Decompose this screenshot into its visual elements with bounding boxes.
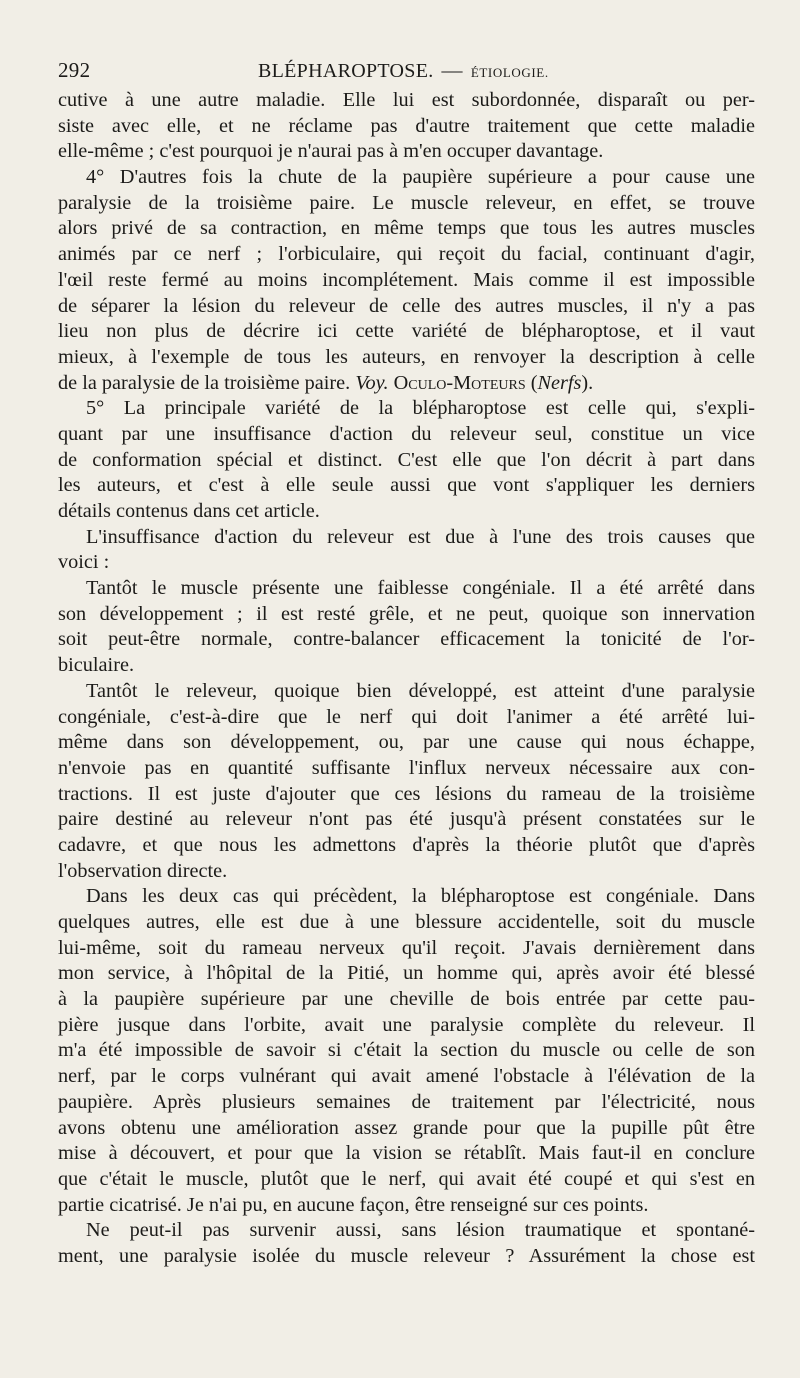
text-line: mon service, à l'hôpital de la Pitié, un homme qui, après avoir été blessé: [58, 962, 755, 985]
paragraph-blessure: [58, 884, 755, 1218]
body-text: [58, 88, 755, 1270]
text-line: mise à découvert, et pour que la vision se rétablît. Mais faut-il en conclure: [58, 1142, 755, 1165]
text-line: 5° La principale variété de la blépharoptose est celle qui, s'expli-: [86, 397, 755, 420]
text-line: cadavre, et que nous les admettons d'après la théorie plutôt que d'après: [58, 833, 755, 856]
text-line: l'observation directe.: [58, 859, 228, 882]
text-line: l'œil reste fermé au moins incomplétement. Mais comme il est impossible: [58, 268, 755, 291]
text-line: n'envoie pas en quantité suffisante l'influx nerveux nécessaire aux con-: [58, 756, 755, 779]
paragraph-spontanee: [58, 1218, 755, 1269]
cross-reference-subject: Nerfs: [537, 371, 582, 394]
text-line: Ne peut-il pas survenir aussi, sans lésion traumatique et spontané-: [86, 1219, 755, 1242]
text-line: paire destiné au releveur n'ont pas été jusqu'à présent constatées sur le: [58, 808, 755, 831]
text-line: paupière. Après plusieurs semaines de traitement par l'électricité, nous: [58, 1090, 755, 1113]
voy-abbreviation: Voy.: [355, 371, 389, 394]
text-line: 4° D'autres fois la chute de la paupière supérieure a pour cause une: [86, 166, 755, 189]
running-section: ÉTIOLOGIE.: [470, 65, 549, 80]
text-line: alors privé de sa contraction, en même temps que tous les autres muscles: [58, 217, 755, 240]
paragraph-paralysie: [58, 679, 755, 885]
text-line: Tantôt le releveur, quoique bien développé, est atteint d'une paralysie: [86, 679, 755, 702]
paragraph-three-causes: [58, 525, 755, 576]
text-line: Dans les deux cas qui précèdent, la blépharoptose est congéniale. Dans: [86, 885, 755, 908]
text-line: m'a été impossible de savoir si c'était la section du muscle ou celle de son: [58, 1039, 755, 1062]
text-line: même dans son développement, ou, par une cause qui nous échappe,: [58, 731, 755, 754]
text-line: quant par une insuffisance d'action du releveur seul, constitue un vice: [58, 422, 755, 445]
paragraph-cause-5: [58, 396, 755, 524]
text-line: nerf, par le corps vulnérant qui avait amené l'obstacle à l'élévation de la: [58, 1065, 755, 1088]
text-line: pière jusque dans l'orbite, avait une paralysie complète du releveur. Il: [58, 1013, 755, 1036]
text-line: quelques autres, elle est due à une blessure accidentelle, soit du muscle: [58, 911, 755, 933]
text-line: animés par ce nerf ; l'orbiculaire, qui reçoit du facial, continuant d'agir,: [58, 243, 755, 266]
text-line: siste avec elle, et ne réclame pas d'autre traitement que cette maladie: [58, 114, 755, 137]
paragraph-continuation: [58, 88, 755, 165]
text-line: elle-même ; c'est pourquoi je n'aurai pas à m'en occuper davantage.: [58, 140, 604, 163]
cross-reference: Oculo-Moteurs: [393, 371, 526, 394]
text-line: partie cicatrisé. Je n'ai pu, en aucune façon, être renseigné sur ces points.: [58, 1193, 649, 1216]
text-line: congéniale, c'est-à-dire que le nerf qui doit l'animer a été arrêté lui-: [58, 705, 755, 728]
text-line: ment, une paralysie isolée du muscle releveur ? Assurément la chose est: [58, 1244, 755, 1267]
paragraph-faiblesse: [58, 576, 755, 679]
text-line: tractions. Il est juste d'ajouter que ces lésions du rameau de la troisième: [58, 782, 755, 805]
text-line: Tantôt le muscle présente une faiblesse congéniale. Il a été arrêté dans: [86, 577, 755, 600]
running-header: [58, 58, 755, 88]
text-line: voici :: [58, 551, 110, 574]
reference-lead: de la paralysie de la troisième paire.: [58, 371, 356, 394]
text-line: soit peut-être normale, contre-balancer efficacement la tonicité de l'or-: [58, 628, 755, 651]
text-line: L'insuffisance d'action du releveur est due à l'une des trois causes que: [86, 525, 755, 548]
text-line-with-reference: [58, 371, 755, 397]
text-line: paralysie de la troisième paire. Le muscle releveur, en effet, se trouve: [58, 191, 755, 214]
text-line: de conformation spécial et distinct. C'est elle que l'on décrit à part dans: [58, 448, 755, 471]
text-line: les auteurs, et c'est à elle seule aussi que vont s'appliquer les derniers: [58, 474, 755, 497]
paragraph-cause-4: [58, 165, 755, 396]
text-line: son développement ; il est resté grêle, et ne peut, quoique son innervation: [58, 602, 755, 625]
text-line: lui-même, soit du rameau nerveux qu'il reçoit. J'avais dernièrement dans: [58, 936, 755, 959]
text-line: mieux, à l'exemple de tous les auteurs, en renvoyer la description à celle: [58, 345, 755, 368]
book-page: [58, 58, 755, 1270]
text-line: à la paupière supérieure par une cheville de bois entrée par cette pau-: [58, 988, 755, 1011]
paren-close: ).: [581, 371, 594, 394]
text-line: avons obtenu une amélioration assez grande pour que la pupille pût être: [58, 1116, 755, 1139]
paren-open: (: [525, 371, 538, 394]
text-line: biculaire.: [58, 654, 135, 677]
page-number: 292: [58, 58, 91, 82]
text-line: détails contenus dans cet article.: [58, 500, 320, 522]
text-line: lieu non plus de décrire ici cette variété de blépharoptose, et il vaut: [58, 320, 755, 343]
text-line: cutive à une autre maladie. Elle lui est subordonnée, disparaît ou per-: [58, 89, 755, 111]
header-dash: —: [441, 58, 463, 82]
text-line: de séparer la lésion du releveur de celle des autres muscles, il n'y a pas: [58, 294, 755, 317]
text-line: que c'était le muscle, plutôt que le nerf, qui avait été coupé et qui s'est en: [58, 1167, 755, 1190]
running-title: BLÉPHAROPTOSE.: [258, 60, 434, 82]
